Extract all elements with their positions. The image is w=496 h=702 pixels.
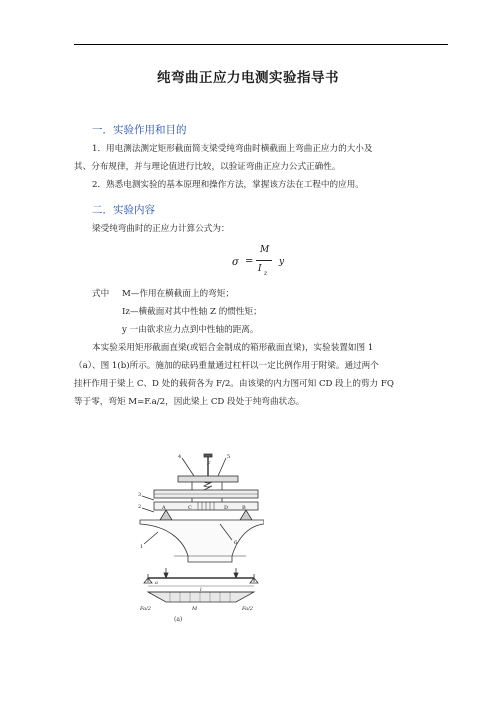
figure-1a-apparatus — [114, 452, 264, 612]
formula-numerator: M — [260, 245, 270, 255]
section-2-heading: 二．实验内容 — [92, 204, 155, 216]
page-title: 纯弯曲正应力电测实验指导书 — [157, 70, 339, 86]
definition-Iz: Iz—横截面对其中性轴 Z 的惯性矩； — [122, 307, 262, 317]
paragraph-line-2: （a）、图 1(b)所示。施加的砝码重量通过杠杆以一定比例作用于附梁。通过两个 — [74, 361, 379, 371]
paragraph-line-3: 挂杆作用于梁上 C、D 处的载荷各为 F/2。由该梁的内力图可知 CD 段上的剪力 FQ — [74, 379, 394, 389]
label-M: M — [192, 606, 198, 612]
bending-stress-formula — [232, 245, 312, 279]
label-Fa2-left: Fa/2 — [140, 606, 151, 612]
formula-equals: = — [245, 256, 254, 267]
formula-variable-y: y — [279, 257, 285, 267]
label-B: B — [242, 505, 246, 511]
formula-sigma: σ — [232, 257, 239, 268]
label-A: A — [162, 505, 166, 511]
label-4: 4 — [178, 454, 182, 460]
definition-M: M—作用在横截面上的弯矩； — [122, 289, 234, 299]
formula-denominator-subscript: z — [264, 270, 268, 277]
section-2-intro: 梁受纯弯曲时的正应力计算公式为： — [92, 224, 230, 234]
section-1-paragraph-1-line-2: 其、分布规律，并与理论值进行比较，以验证弯曲正应力公式正确性。 — [74, 162, 341, 172]
label-C: C — [188, 505, 192, 511]
label-l: l — [200, 587, 202, 593]
label-6: 6 — [234, 540, 238, 546]
section-1-heading: 一．实验作用和目的 — [92, 124, 187, 136]
label-3: 3 — [138, 492, 142, 498]
figure-caption: (a) — [174, 616, 183, 623]
label-1: 1 — [140, 544, 144, 550]
formula-fraction-bar — [256, 260, 272, 261]
formula-denominator: I — [258, 264, 262, 274]
paragraph-line-4: 等于零，弯矩 M=F.a/2，因此梁上 CD 段处于纯弯曲状态。 — [74, 397, 305, 407]
label-D: D — [224, 505, 229, 511]
label-a: a — [155, 580, 158, 586]
label-5: 5 — [227, 454, 231, 460]
label-2: 2 — [138, 504, 142, 510]
where-label: 式中 — [92, 289, 110, 299]
definition-y: y 一由欲求应力点到中性轴的距离。 — [122, 325, 259, 335]
paragraph-line-1: 本实验采用矩形截面直梁(或铝合金制成的箱形截面直梁)，实验装置如图 1 — [92, 343, 374, 353]
section-1-paragraph-2: 2．熟悉电测实验的基本原理和操作方法，掌握该方法在工程中的应用。 — [92, 180, 364, 190]
section-1-paragraph-1-line-1: 1．用电测法测定矩形截面简支梁受纯弯曲时横截面上弯曲正应力的大小及 — [92, 144, 373, 154]
label-F: F — [207, 461, 211, 467]
header-rule — [74, 44, 448, 45]
label-Fa2-right: Fa/2 — [242, 606, 253, 612]
